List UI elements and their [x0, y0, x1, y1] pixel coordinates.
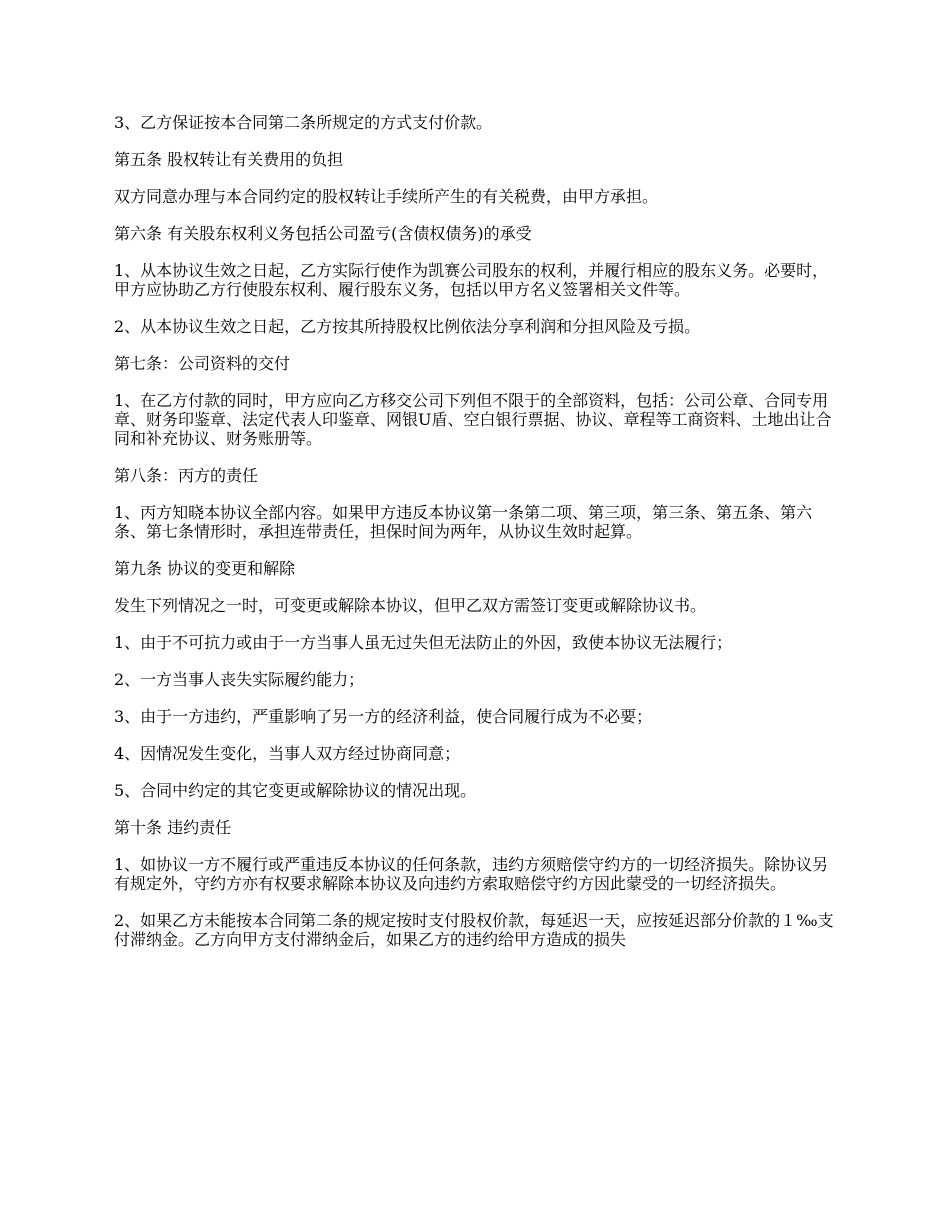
heading-article-6: 第六条 有关股东权利义务包括公司盈亏(含债权债务)的承受: [114, 224, 532, 243]
paragraph-article-9-intro: 发生下列情况之一时，可变更或解除本协议，但甲乙双方需签订变更或解除协议书。: [114, 596, 707, 615]
paragraph-article-9-item-3: 3、由于一方违约，严重影响了另一方的经济利益，使合同履行成为不必要；: [114, 707, 653, 726]
paragraph-article-10-item-1: 1、如协议一方不履行或严重违反本协议的任何条款，违约方须赔偿守约方的一切经济损失。除协议另有规定外，守约方亦有权要求解除本协议及向违约方索取赔偿守约方因此蒙受的一切经济损失。: [114, 855, 829, 893]
paragraph-article-6-item-2: 2、从本协议生效之日起，乙方按其所持股权比例依法分享利润和分担风险及亏损。: [114, 317, 701, 336]
paragraph-article-9-item-4: 4、因情况发生变化，当事人双方经过协商同意；: [114, 744, 461, 763]
paragraph-article-9-item-5: 5、合同中约定的其它变更或解除协议的情况出现。: [114, 781, 477, 800]
paragraph-article-6-item-1: 1、从本协议生效之日起，乙方实际行使作为凯赛公司股东的权利，并履行相应的股东义务。必要时，甲方应协助乙方行使股东权利、履行股东义务，包括以甲方名义签署相关文件等。: [114, 261, 829, 299]
paragraph-clause-4-item-3: 3、乙方保证按本合同第二条所规定的方式支付价款。: [114, 113, 493, 132]
paragraph-article-9-item-2: 2、一方当事人丧失实际履约能力；: [114, 670, 365, 689]
heading-article-7: 第七条：公司资料的交付: [114, 354, 291, 373]
paragraph-article-10-item-2: 2、如果乙方未能按本合同第二条的规定按时支付股权价款，每延迟一天，应按延迟部分价款的１‰支付滞纳金。乙方向甲方支付滞纳金后，如果乙方的违约给甲方造成的损失: [114, 911, 834, 949]
heading-article-8: 第八条：丙方的责任: [114, 466, 259, 485]
heading-article-5: 第五条 股权转让有关费用的负担: [114, 150, 344, 169]
paragraph-article-8-item-1: 1、丙方知晓本协议全部内容。如果甲方违反本协议第一条第二项、第三项，第三条、第五条、第六条、第七条情形时，承担连带责任，担保时间为两年，从协议生效时起算。: [114, 503, 813, 541]
paragraph-article-9-item-1: 1、由于不可抗力或由于一方当事人虽无过失但无法防止的外因，致使本协议无法履行；: [114, 633, 733, 652]
document-page: [114, 113, 840, 967]
heading-article-9: 第九条 协议的变更和解除: [114, 559, 296, 578]
paragraph-article-5-body: 双方同意办理与本合同约定的股权转让手续所产生的有关税费，由甲方承担。: [114, 187, 659, 206]
paragraph-article-7-item-1: 1、在乙方付款的同时，甲方应向乙方移交公司下列但不限于的全部资料，包括：公司公章、合同专用章、财务印鉴章、法定代表人印鉴章、网银U盾、空白银行票据、协议、章程等工商资料、土地出让合同和补充协议、财务账册等。: [114, 391, 832, 448]
heading-article-10: 第十条 违约责任: [114, 818, 232, 837]
